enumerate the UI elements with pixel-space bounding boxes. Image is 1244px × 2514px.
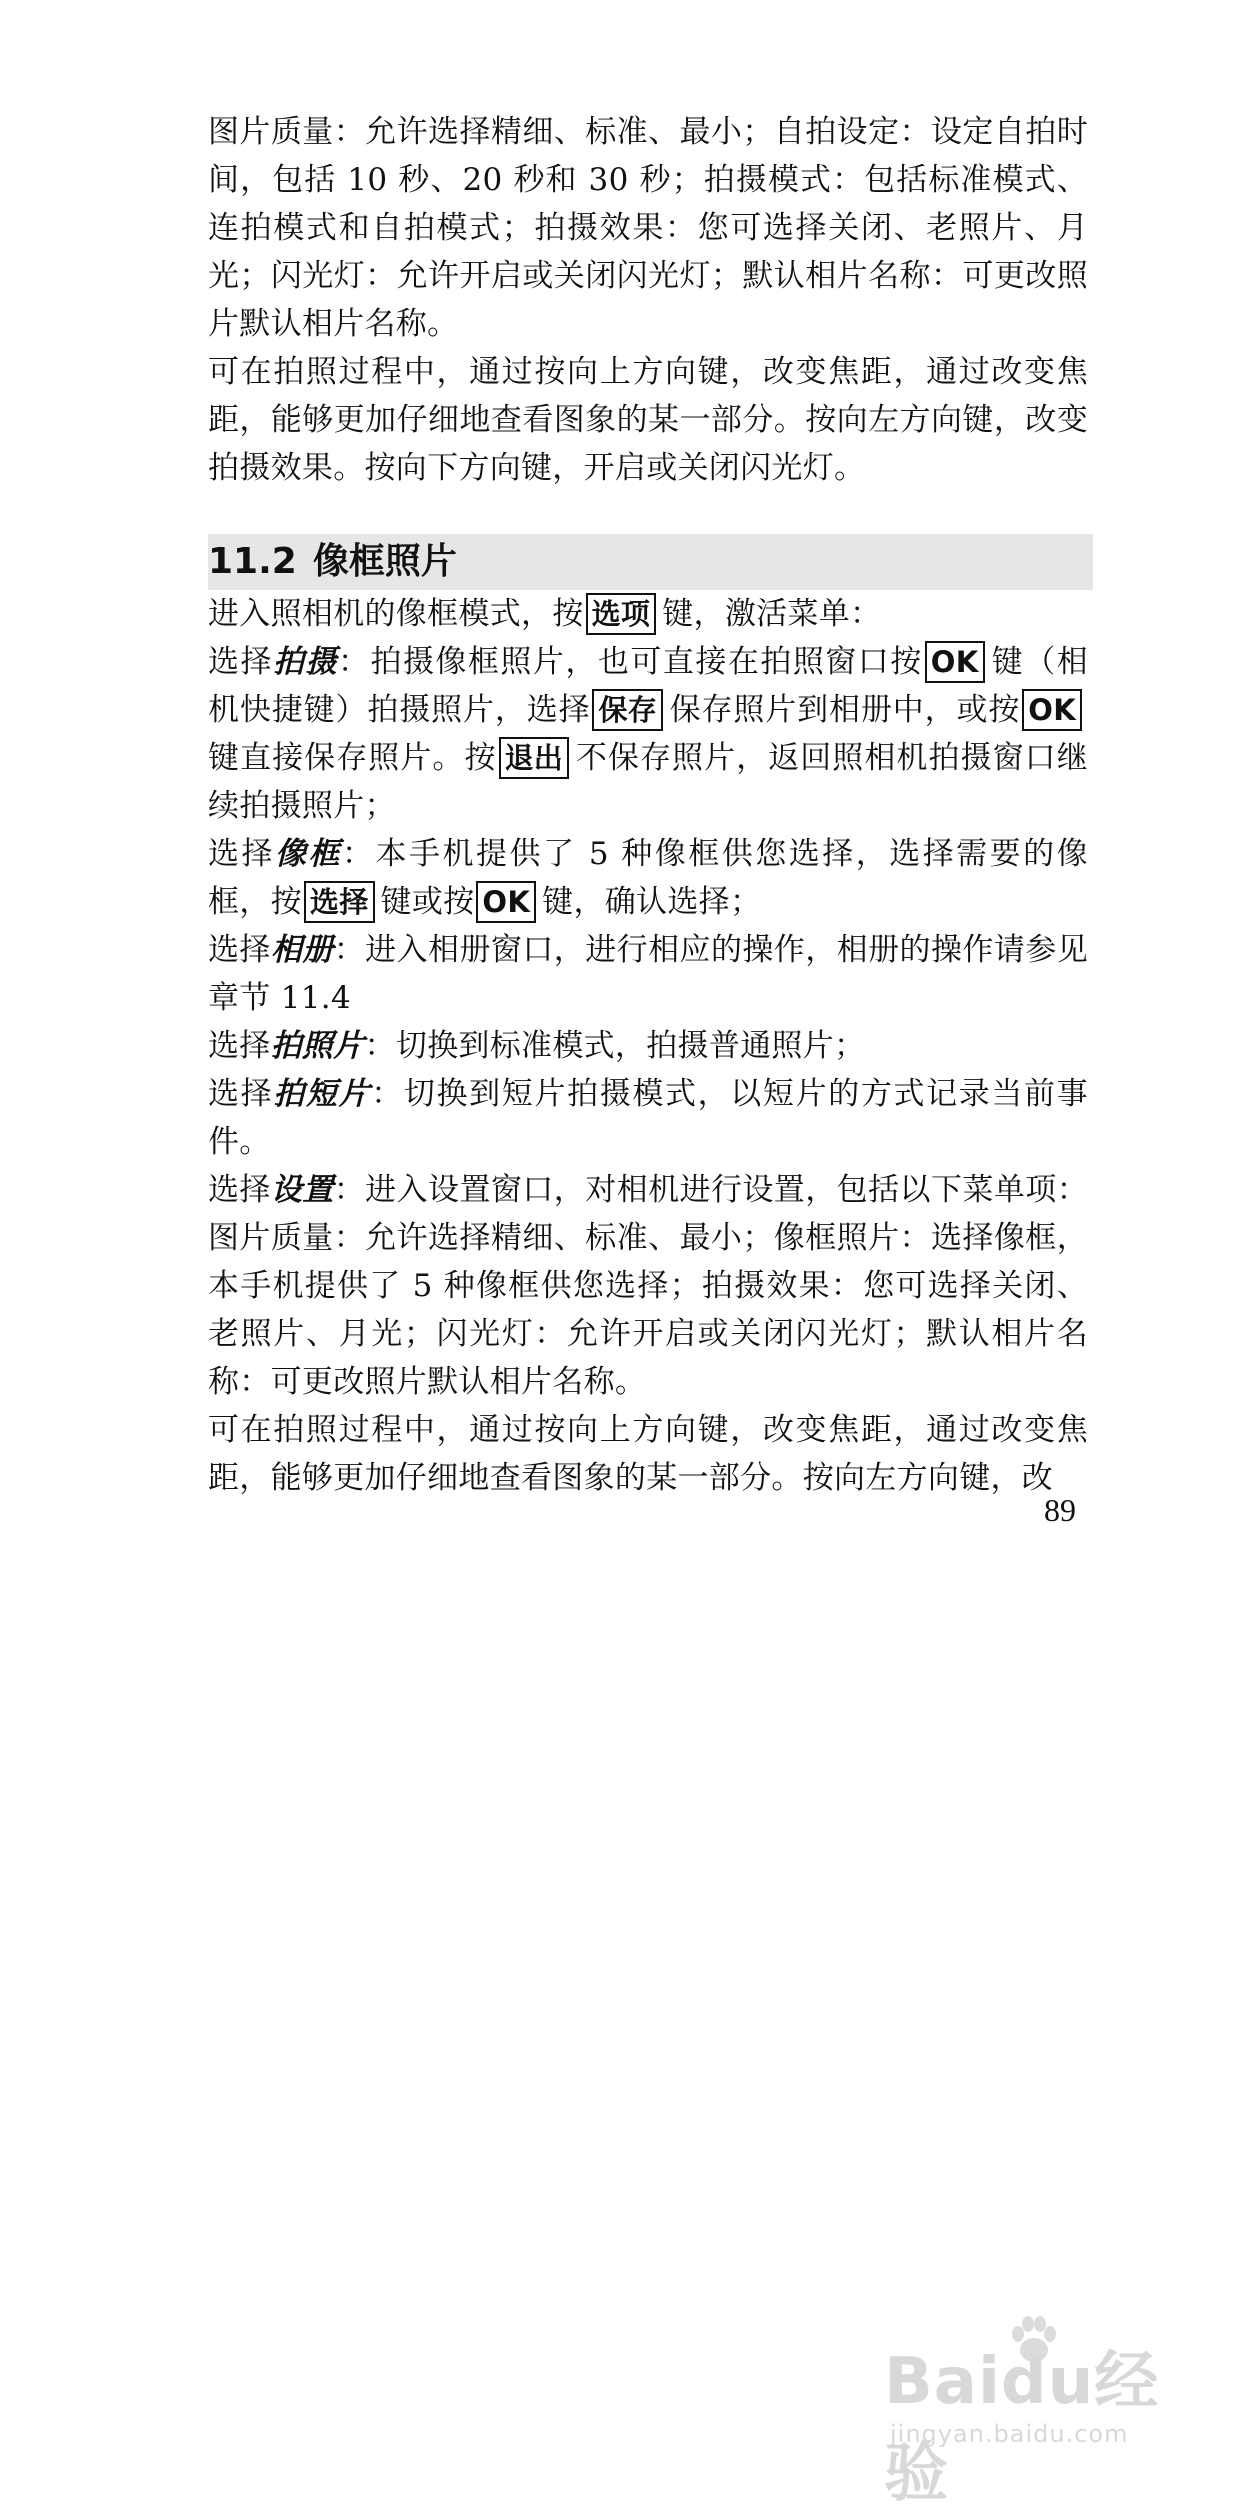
- section-heading: [208, 534, 1093, 590]
- text: 选择: [208, 1028, 271, 1064]
- select-key: 选择: [304, 881, 375, 923]
- watermark-brand: Baidu经验: [884, 2345, 1160, 2511]
- section-number: 11.2: [208, 541, 297, 582]
- options-key: 选项: [586, 593, 657, 635]
- watermark-url: jingyan.baidu.com: [890, 2420, 1129, 2448]
- page-number: 89: [1044, 1492, 1076, 1528]
- text: 选择: [208, 1076, 274, 1112]
- keyword-settings: 设置: [270, 1172, 334, 1208]
- keyword-shoot: 拍摄: [272, 644, 338, 680]
- text: 选择: [208, 1172, 271, 1208]
- keyword-album: 相册: [270, 932, 334, 968]
- paragraph-shoot: [208, 638, 1088, 830]
- paragraph-album: [208, 926, 1088, 1022]
- ok-key: OK: [476, 881, 536, 923]
- paragraph-take-photo: [208, 1022, 1088, 1070]
- paragraph-frame: [208, 830, 1088, 926]
- text: ：本手机提供了 5 种像框供您选择，选择需要的像框，按: [208, 836, 1088, 920]
- text: 键，激活菜单：: [662, 596, 882, 632]
- text: 选择: [208, 932, 271, 968]
- exit-key: 退出: [499, 737, 570, 779]
- text: ：拍摄像框照片，也可直接在拍照窗口按: [337, 644, 923, 680]
- intro-paragraph-zoom: 可在拍照过程中，通过按向上方向键，改变焦距，通过改变焦距，能够更加仔细地查看图象的某一部分。按向左方向键，改变拍摄效果。按向下方向键，开启或关闭闪光灯。: [208, 354, 1088, 486]
- text: 键或按: [380, 884, 475, 920]
- text: 选择: [208, 836, 275, 872]
- text: 保存照片到相册中，或按: [669, 692, 1021, 728]
- text: ：切换到标准模式，拍摄普通照片；: [364, 1028, 866, 1064]
- ok-key: OK: [925, 641, 985, 683]
- text: ：进入设置窗口，对相机进行设置，包括以下菜单项：图片质量：允许选择精细、标准、最小；像框照片：选择像框，本手机提供了 5 种像框供您选择；拍摄效果：您可选择关闭、老照片、月光；闪光灯：允许开启或关闭闪光灯；默认相片名称：可更改照片默认相片名称。: [208, 1172, 1088, 1400]
- text: 键，确认选择；: [542, 884, 762, 920]
- text: 不保存照片，返回照相机拍摄窗口继续拍摄照片；: [208, 740, 1088, 824]
- watermark: [884, 2310, 1184, 2511]
- keyword-take-photo: 拍照片: [270, 1028, 365, 1064]
- text: ：切换到短片拍摄模式，以短片的方式记录当前事件。: [208, 1076, 1089, 1160]
- ok-key: OK: [1022, 689, 1082, 731]
- keyword-frame: 像框: [275, 836, 342, 872]
- paragraph-settings: [208, 1166, 1088, 1406]
- section-title: 像框照片: [312, 541, 457, 582]
- text: 选择: [208, 644, 273, 680]
- text: 进入照相机的像框模式，按: [208, 596, 584, 632]
- paragraph-zoom: 可在拍照过程中，通过按向上方向键，改变焦距，通过改变焦距，能够更加仔细地查看图象的某一部分。按向左方向键，改: [208, 1412, 1088, 1496]
- save-key: 保存: [592, 689, 663, 731]
- paragraph-enter-frame-mode: [208, 590, 1088, 638]
- text: 键（相机快捷键）拍摄照片，选择: [208, 644, 1088, 728]
- text: ：进入相册窗口，进行相应的操作，相册的操作请参见章节 11.4: [208, 932, 1088, 1016]
- paragraph-take-video: [208, 1070, 1088, 1166]
- text: 键直接保存照片。按: [208, 740, 497, 776]
- keyword-take-video: 拍短片: [273, 1076, 372, 1112]
- intro-paragraph-settings: 图片质量：允许选择精细、标准、最小；自拍设定：设定自拍时间，包括 10 秒、20 秒和 30 秒；拍摄模式：包括标准模式、连拍模式和自拍模式；拍摄效果：您可选择关闭、老照片、月光；闪光灯：允许开启或关闭闪光灯；默认相片名称：可更改照片默认相片名称。: [208, 114, 1088, 342]
- manual-page: [208, 108, 1088, 1502]
